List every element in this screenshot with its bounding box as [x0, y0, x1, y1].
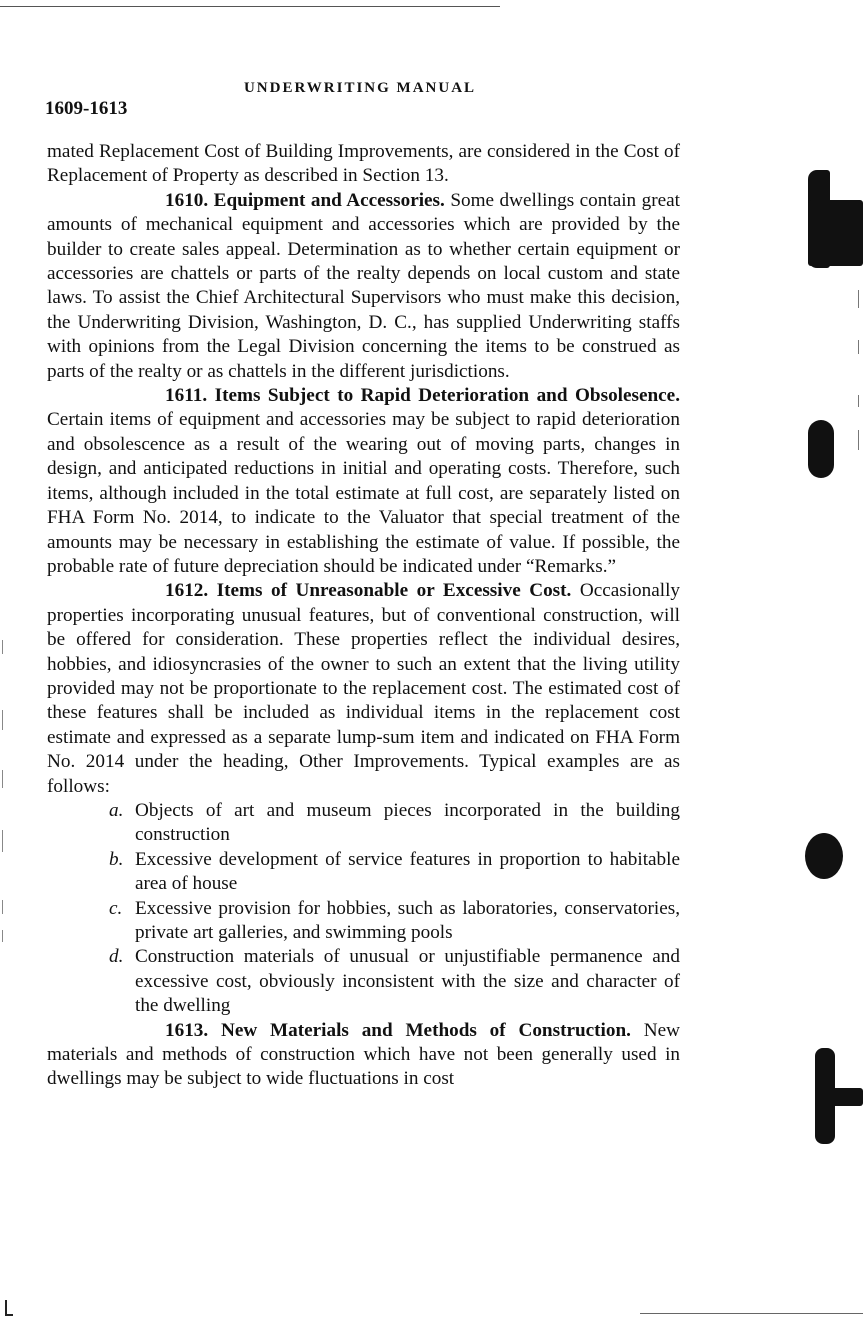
- section-1611: [47, 384, 680, 579]
- section-1613-heading: 1613. New Materials and Methods of Construction.: [165, 1019, 631, 1041]
- section-1611-heading: 1611. Items Subject to Rapid Deterioration and Obsolesence.: [165, 385, 680, 407]
- edge-tick: [2, 830, 3, 852]
- edge-tick: [2, 900, 3, 914]
- list-item-letter: a.: [109, 799, 124, 821]
- list-item-text: Construction materials of unusual or unjustifiable permanence and excessive cost, obviously inconsistent with the size and character of the dwelling: [135, 946, 680, 1017]
- edge-tick: [2, 640, 3, 654]
- list-item-letter: d.: [109, 946, 124, 968]
- edge-tick: [858, 395, 859, 407]
- list-item: [47, 848, 680, 897]
- corner-mark-foot: [5, 1314, 13, 1316]
- section-1612-heading: 1612. Items of Unreasonable or Excessive Cost.: [165, 580, 572, 602]
- section-1612: [47, 579, 680, 799]
- bottom-rule: [640, 1313, 863, 1314]
- edge-tick: [2, 710, 3, 730]
- list-item-text: Excessive development of service features in proportion to habitable area of house: [135, 848, 680, 895]
- edge-tick: [858, 430, 859, 450]
- index-mark-bottom-tab: [815, 1088, 863, 1106]
- examples-list: [47, 799, 680, 1019]
- top-rule: [0, 6, 500, 7]
- section-1613: [47, 1019, 680, 1092]
- list-item-letter: b.: [109, 848, 124, 870]
- list-item-letter: c.: [109, 897, 123, 919]
- section-1613-text: New materials and methods of construction which have not been generally used in dwellings may be subject to wide fluctuations in cost: [47, 1019, 680, 1090]
- edge-tick: [2, 770, 3, 788]
- index-mark-middle: [808, 420, 834, 478]
- index-mark-top-tab: [808, 200, 863, 266]
- list-item: [47, 945, 680, 1018]
- edge-tick: [858, 290, 859, 308]
- page-body: [47, 140, 680, 1092]
- section-1610-text: Some dwellings contain great amounts of mechanical equipment and accessories which are provided by the builder to create sales appeal. Determination as to whether certain equipment or accessories are chattels or parts of the realty depends on local custom and state laws. To assist the Chief Architectural Supervisors who must make this decision, the Underwriting Division, Washington, D. C., has supplied Underwriting staffs with opinions from the Legal Division concerning the items to be construed as parts of the realty or as chattels in the different jurisdictions.: [47, 189, 680, 382]
- section-range-label: 1609-1613: [45, 98, 128, 119]
- running-header-title: UNDERWRITING MANUAL: [243, 80, 477, 96]
- list-item-text: Excessive provision for hobbies, such as laboratories, conservatories, private art galleries, and swimming pools: [135, 897, 680, 943]
- intro-paragraph: mated Replacement Cost of Building Improvements, are considered in the Cost of Replacement of Property as described in Section 13.: [47, 141, 680, 187]
- edge-tick: [858, 340, 859, 354]
- list-item: [47, 897, 680, 946]
- list-item: [47, 799, 680, 848]
- section-1610-heading: 1610. Equipment and Accessories.: [165, 189, 445, 211]
- section-1610: [47, 189, 680, 384]
- edge-tick: [2, 930, 3, 942]
- section-1611-text: Certain items of equipment and accessories may be subject to rapid deterioration and obsolescence as a result of the wearing out of moving parts, changes in design, and anticipated reductions in initial and operating costs. Therefore, such items, although included in the total estimate at full cost, are separately listed on FHA Form No. 2014, to indicate to the Valuator that special treatment of the amounts may be necessary in establishing the estimate of value. If possible, the probable rate of future depreciation should be indicated under “Remarks.”: [47, 409, 680, 577]
- index-mark-circle: [805, 833, 843, 879]
- list-item-text: Objects of art and museum pieces incorporated in the building construction: [135, 799, 680, 846]
- section-1612-text: Occasionally properties incorporating unusual features, but of conventional construction, will be offered for consideration. These properties reflect the individual desires, hobbies, and idiosyncrasies of the owner to such an extent that the living utility provided may not be proportionate to the replacement cost. The estimated cost of these features shall be included as individual items in the replacement cost estimate and expressed as a separate lump-sum item and indicated on FHA Form No. 2014 under the heading, Other Improvements. Typical examples are as follows:: [47, 580, 680, 797]
